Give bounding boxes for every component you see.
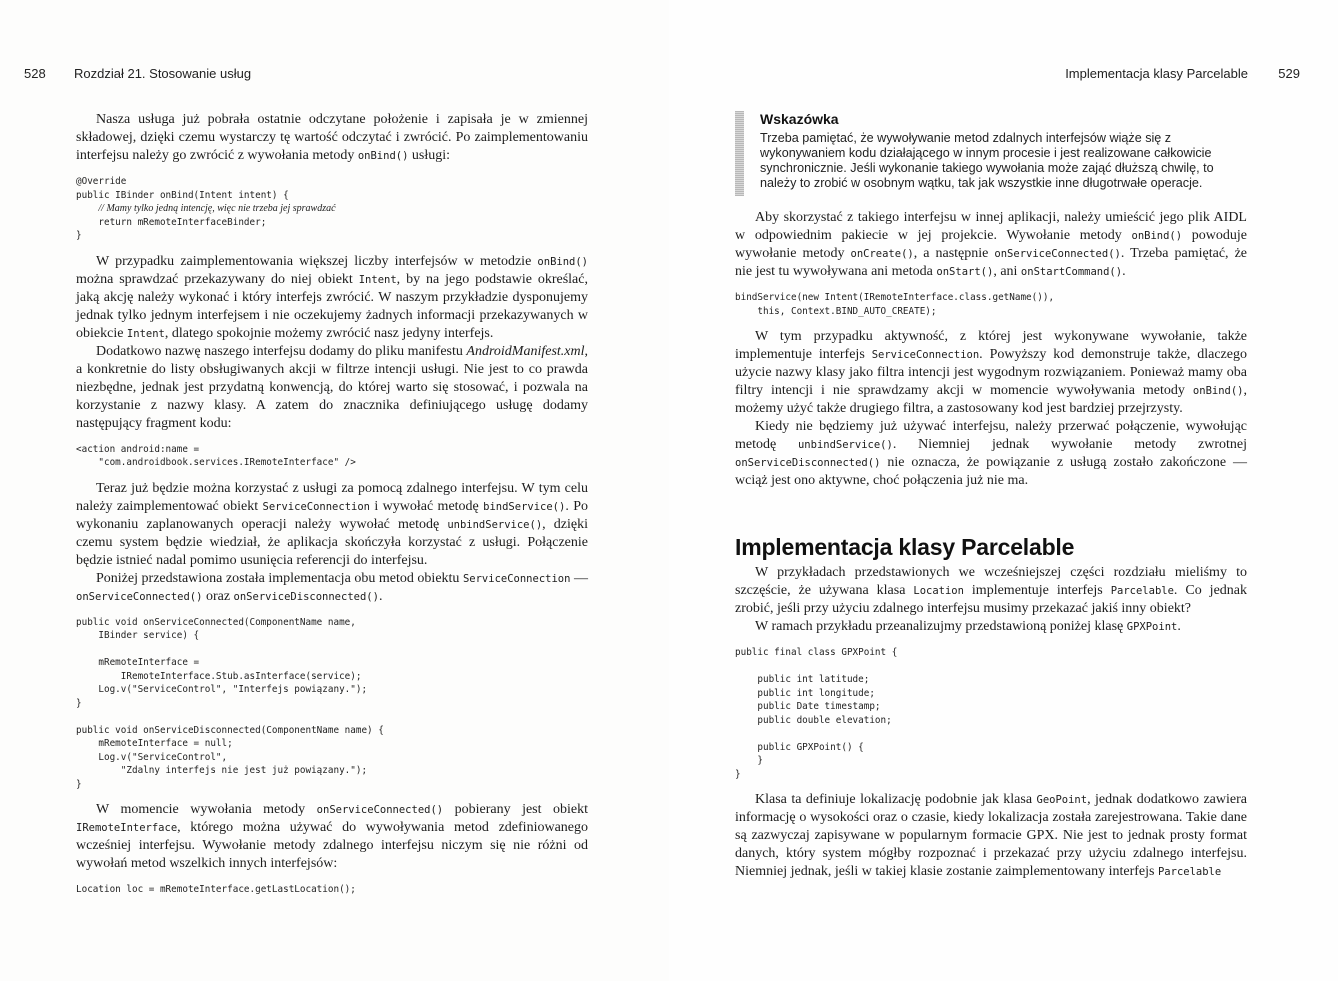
paragraph: Dodatkowo nazwę naszego interfejsu dodamy do pliku manifestu AndroidManifest.xml, a konkretnie do listy obsługiwanych akcji w filtrze intencji usługi. Nie jest to co prawda niezbędne, jednak jest przydatną konwencją, do której warto się stosować, i pozwala na korzystanie z nazwy klasy. A zatem do znacznika definiującego usługę dodamy następujący fragment kodu: bbox=[76, 343, 588, 431]
right-page-number: 529 bbox=[1278, 66, 1300, 81]
left-page-number: 528 bbox=[24, 66, 46, 81]
code-comment: // Mamy tylko jedną intencję, więc nie trzeba jej sprawdzać bbox=[98, 203, 336, 214]
left-page-content bbox=[76, 111, 588, 907]
code-block-service-connection: public void onServiceConnected(ComponentName name, IBinder service) { mRemoteInterface = IRemoteInterface.Stub.asInterface(service); Log.v("ServiceControl", "Interfejs powiązany."); } public void onServiceDisconnected(ComponentName name) { mRemoteInterface = null; Log.v("ServiceControl", "Zdalny interfejs nie jest już powiązany."); } bbox=[76, 616, 384, 790]
code-block-gpxpoint: public final class GPXPoint { public int latitude; public int longitude; public Date timestamp; public double elevation; public GPXPoint() { } } bbox=[735, 647, 898, 780]
tip-text: Trzeba pamiętać, że wywoływanie metod zdalnych interfejsów wiąże się z wykonywaniem kodu działającego w innym procesie i jest realizowane całkowicie synchronicznie. Jeśli wykonanie takiego wywołania może zająć dłuższą chwilę, to należy to zrobić w osobnym wątku, tak jak wszystkie inne długotrwałe operacje. bbox=[760, 131, 1214, 190]
paragraph: W przykładach przedstawionych we wcześniejszej części rozdziału mieliśmy to szczęście, że używana klasa Location implementuje interfejs Parcelable. Co jednak zrobić, jeśli przy użyciu zdalnego interfejsu musimy przekazać jakiś inny obiekt? bbox=[735, 565, 1248, 616]
paragraph: Klasa ta definiuje lokalizację podobnie jak klasa GeoPoint, jednak dodatkowo zawiera informację o wysokości oraz o czasie, kiedy lokalizacja została zarejestrowana. Takie dane są zazwyczaj zapisywane w popularnym formacie GPX. Nie jest to jednak prosty format danych, który system mógłby rozpoznać i przekazać przy użyciu zdalnego interfejsu. Niemniej jednak, jeśli w takiej klasie zostanie zaimplementowany interfejs Parcelable bbox=[735, 792, 1247, 879]
tip-title: Wskazówka bbox=[760, 111, 839, 127]
paragraph: Nasza usługa już pobrała ostatnie odczytane położenie i zapisała je w zmiennej składowej, dzięki czemu wystarczy tę wartość odczytać i zwrócić. Po zaimplementowaniu interfejsu należy go zwrócić z wywołania metody onBind() usługi: bbox=[76, 112, 588, 163]
code-block-location: Location loc = mRemoteInterface.getLastLocation(); bbox=[76, 884, 356, 895]
right-page bbox=[669, 0, 1338, 981]
tip-box bbox=[735, 111, 1247, 191]
code-block-bindservice: bindService(new Intent(IRemoteInterface.class.getName()), this, Context.BIND_AUTO_CREATE); bbox=[735, 292, 1055, 317]
code-block-onbind: @Override public IBinder onBind(Intent intent) { // Mamy tylko jedną intencję, więc nie trzeba jej sprawdzać return mRemoteInterfaceBinder; } bbox=[76, 176, 336, 241]
section-heading: Implementacja klasy Parcelable bbox=[735, 534, 1075, 560]
running-section-title: Implementacja klasy Parcelable bbox=[1065, 66, 1248, 81]
paragraph: W tym przypadku aktywność, z której jest wykonywane wywołanie, także implementuje interfejs ServiceConnection. Powyższy kod demonstruje także, dlaczego użycie nazwy klasy jako filtra intencji jest wygodnym rozwiązaniem. Ponieważ mamy oba filtry intencji i nie sprawdzamy akcji w momencie wywoływania metody onBind(), możemy użyć także drugiego filtra, a zastosowany kod jest bardziej przejrzysty. bbox=[735, 329, 1247, 416]
paragraph: W momencie wywołania metody onServiceConnected() pobierany jest obiekt IRemoteInterface, którego można używać do wywoływania metod zdefiniowanego wcześniej interfejsu. Wywołanie metody zdalnego interfejsu niczym się nie różni od wywołań metod wszelkich innych interfejsów: bbox=[76, 802, 588, 871]
paragraph: W przypadku zaimplementowania większej liczby interfejsów w metodzie onBind() można sprawdzać przekazywany do niej obiekt Intent, by na jego podstawie określać, jaką akcję należy wykonać i który interfejs zwrócić. W naszym przykładzie dysponujemy jednak tylko jednym interfejsem i nie oczekujemy żadnych informacji przekazywanych w obiekcie Intent, dlatego spokojnie możemy zwrócić nasz jedyny interfejs. bbox=[76, 253, 588, 341]
tip-bar-decoration bbox=[735, 111, 744, 196]
right-page-header bbox=[669, 66, 1338, 86]
right-page-content bbox=[735, 111, 1247, 881]
left-page-header bbox=[0, 66, 669, 86]
paragraph: Kiedy nie będziemy już używać interfejsu, należy przerwać połączenie, wywołując metodę unbindService(). Niemniej jednak wywołanie metody zwrotnej onServiceDisconnected() nie oznacza, że powiązanie z usługą zostało zakończone — wciąż jest ono aktywne, choć połączenia już nie ma. bbox=[735, 419, 1247, 488]
chapter-title: Rozdział 21. Stosowanie usług bbox=[74, 66, 252, 81]
paragraph: Poniżej przedstawiona została implementacja obu metod obiektu ServiceConnection — onServiceConnected() oraz onServiceDisconnected(). bbox=[76, 570, 588, 604]
paragraph: Teraz już będzie można korzystać z usługi za pomocą zdalnego interfejsu. W tym celu należy zaimplementować obiekt ServiceConnection i wywołać metodę bindService(). Po wykonaniu zaplanowanych operacji należy wywołać metodę unbindService(), dzięki czemu system będzie wiedział, że aplikacja skończyła korzystać z usługi. Połączenie będzie istnieć nadal pomimo usunięcia referencji do interfejsu. bbox=[76, 480, 588, 568]
paragraph: Aby skorzystać z takiego interfejsu w innej aplikacji, należy umieścić jego plik AIDL w odpowiednim pakiecie w jej projekcie. Wywołanie metody onBind() powoduje wywołanie metody onCreate(), a następnie onServiceConnected(). Trzeba pamiętać, że nie jest tu wywoływana ani metoda onStart(), ani onStartCommand(). bbox=[735, 210, 1248, 279]
paragraph: W ramach przykładu przeanalizujmy przedstawioną poniżej klasę GPXPoint. bbox=[755, 619, 1181, 634]
code-block-manifest: <action android:name = "com.androidbook.services.IRemoteInterface" /> bbox=[76, 443, 356, 468]
